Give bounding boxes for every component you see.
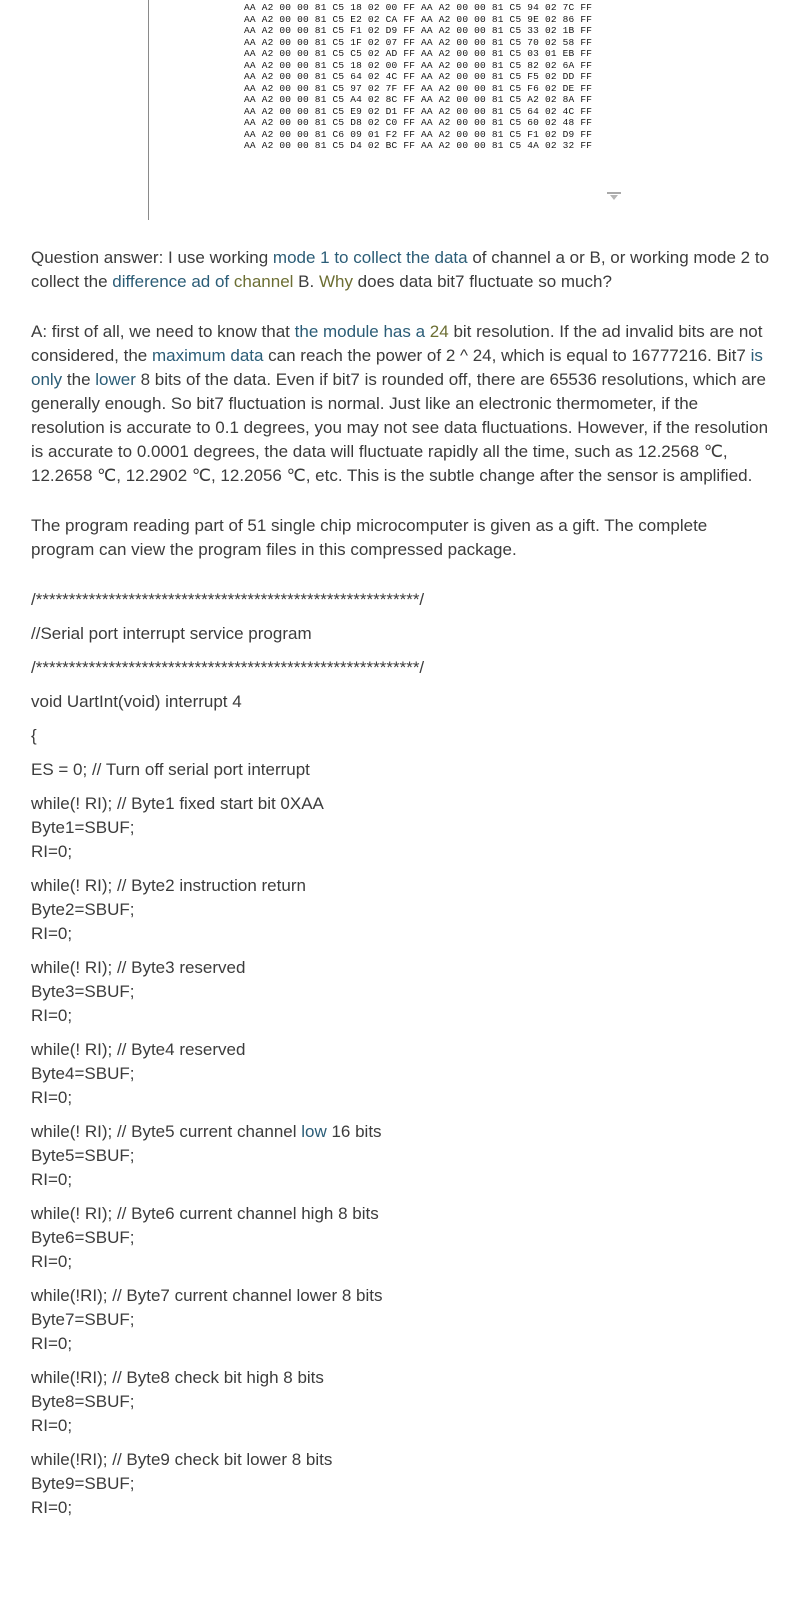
question-paragraph — [31, 246, 771, 294]
text-segment: while(!RI); // Byte7 current channel lower 8 bits — [31, 1286, 383, 1305]
text-segment: difference ad of — [112, 272, 234, 291]
text-segment: Byte4=SBUF; — [31, 1064, 135, 1083]
hex-line: AA A2 00 00 81 C6 09 01 F2 FF AA A2 00 00 81 C5 F1 02 D9 FF — [244, 128, 593, 140]
hex-line: AA A2 00 00 81 C5 F1 02 D9 FF AA A2 00 00 81 C5 33 02 1B FF — [244, 25, 593, 36]
text-segment: Byte8=SBUF; — [31, 1392, 135, 1411]
hex-line: AA A2 00 00 81 C5 E2 02 CA FF AA A2 00 00 81 C5 9E 02 86 FF — [244, 13, 593, 25]
code-line — [31, 1332, 771, 1356]
text-segment: RI=0; — [31, 1252, 73, 1271]
text-segment: Byte9=SBUF; — [31, 1474, 135, 1493]
text-segment: the module has a — [294, 322, 430, 341]
code-line — [31, 792, 771, 816]
text-segment: The program reading part of 51 single chip microcomputer is given as a gift. The complete program can view the program files in this compressed package. — [31, 516, 708, 559]
text-segment: mode 1 to collect the data — [272, 248, 468, 267]
code-line — [31, 1038, 771, 1062]
byte3-block — [31, 956, 771, 1028]
code-line — [31, 690, 771, 714]
text-segment: Byte2=SBUF; — [31, 900, 135, 919]
code-line — [31, 1472, 771, 1496]
code-line — [31, 758, 771, 782]
code-line — [31, 1168, 771, 1192]
text-segment: RI=0; — [31, 924, 73, 943]
text-segment: RI=0; — [31, 1416, 73, 1435]
text-segment: ES = 0; // Turn off serial port interrupt — [31, 760, 310, 779]
code-line — [31, 588, 771, 612]
code-line — [31, 1004, 771, 1028]
text-segment: { — [31, 726, 37, 745]
text-segment: maximum data — [151, 346, 264, 365]
byte5-block — [31, 1120, 771, 1192]
code-line — [31, 956, 771, 980]
qa-paragraphs — [31, 246, 771, 562]
text-segment: while(! RI); // Byte3 reserved — [31, 958, 246, 977]
code-line — [31, 1414, 771, 1438]
hex-line: AA A2 00 00 81 C5 C5 02 AD FF AA A2 00 00 81 C5 03 01 EB FF — [244, 48, 593, 59]
text-segment: the — [62, 370, 96, 389]
hex-line: AA A2 00 00 81 C5 D8 02 C0 FF AA A2 00 00 81 C5 60 02 48 FF — [244, 117, 593, 128]
hex-line: AA A2 00 00 81 C5 1F 02 07 FF AA A2 00 00 81 C5 70 02 58 FF — [244, 36, 593, 48]
code-line — [31, 1284, 771, 1308]
code-line — [31, 1390, 771, 1414]
code-line — [31, 898, 771, 922]
text-segment: Byte3=SBUF; — [31, 982, 135, 1001]
text-segment: channel — [233, 272, 294, 291]
text-segment: while(! RI); // Byte6 current channel high 8 bits — [31, 1204, 379, 1223]
text-segment: /**********************************************************/ — [31, 658, 425, 677]
hex-line: AA A2 00 00 81 C5 A4 02 8C FF AA A2 00 00 81 C5 A2 02 8A FF — [244, 94, 593, 105]
byte6-block — [31, 1202, 771, 1274]
text-segment: void UartInt(void) interrupt 4 — [31, 692, 242, 711]
text-segment: does data bit7 fluctuate so much? — [352, 272, 612, 291]
code-line — [31, 724, 771, 748]
text-segment: while(! RI); // Byte2 instruction return — [31, 876, 306, 895]
es-statement — [31, 758, 771, 782]
code-line — [31, 1144, 771, 1168]
text-segment: 16 bits — [326, 1122, 382, 1141]
caret-bar — [607, 192, 621, 194]
text-segment: RI=0; — [31, 1088, 73, 1107]
code-line — [31, 980, 771, 1004]
comment-separator — [31, 588, 771, 612]
text-segment: while(! RI); // Byte4 reserved — [31, 1040, 246, 1059]
gift-paragraph — [31, 514, 771, 562]
byte1-block — [31, 792, 771, 864]
caret-triangle-icon — [610, 195, 618, 200]
byte4-block — [31, 1038, 771, 1110]
code-title-comment — [31, 622, 771, 646]
hex-line: AA A2 00 00 81 C5 E9 02 D1 FF AA A2 00 00 81 C5 64 02 4C FF — [244, 105, 593, 117]
code-line — [31, 1226, 771, 1250]
code-section — [31, 588, 771, 1520]
code-line — [31, 874, 771, 898]
answer-paragraph — [31, 320, 771, 488]
text-segment: Byte7=SBUF; — [31, 1310, 135, 1329]
hex-line: AA A2 00 00 81 C5 97 02 7F FF AA A2 00 00 81 C5 F6 02 DE FF — [244, 82, 593, 94]
text-segment: Byte6=SBUF; — [31, 1228, 135, 1247]
text-segment: RI=0; — [31, 1170, 73, 1189]
text-segment: Byte5=SBUF; — [31, 1146, 135, 1165]
hex-line: AA A2 00 00 81 C5 18 02 00 FF AA A2 00 00 81 C5 82 02 6A FF — [244, 59, 593, 71]
text-segment: Question answer: I use working — [31, 248, 273, 267]
table-border-line — [148, 0, 149, 220]
code-line — [31, 622, 771, 646]
comment-separator — [31, 656, 771, 680]
text-segment: of channel a or B, or working mode 2 to collect the — [31, 248, 770, 291]
byte9-block — [31, 1448, 771, 1520]
text-segment: is only — [31, 346, 763, 389]
hex-data-dump — [244, 2, 592, 152]
code-line — [31, 1496, 771, 1520]
hex-line: AA A2 00 00 81 C5 18 02 00 FF AA A2 00 00 81 C5 94 02 7C FF — [244, 2, 593, 13]
byte2-block — [31, 874, 771, 946]
text-segment: Byte1=SBUF; — [31, 818, 135, 837]
text-segment: RI=0; — [31, 1334, 73, 1353]
text-segment: A: first of all, we need to know that — [31, 322, 295, 341]
hex-line: AA A2 00 00 81 C5 64 02 4C FF AA A2 00 00 81 C5 F5 02 DD FF — [244, 71, 593, 82]
text-segment: B. — [293, 272, 319, 291]
text-segment: while(! RI); // Byte1 fixed start bit 0XAA — [31, 794, 324, 813]
code-line — [31, 1086, 771, 1110]
code-line — [31, 1202, 771, 1226]
code-line — [31, 656, 771, 680]
text-segment: while(!RI); // Byte9 check bit lower 8 bits — [31, 1450, 333, 1469]
article-body — [31, 246, 771, 1530]
code-line — [31, 922, 771, 946]
code-line — [31, 840, 771, 864]
text-segment: RI=0; — [31, 1498, 73, 1517]
text-segment: RI=0; — [31, 1006, 73, 1025]
text-segment: lower — [95, 370, 136, 389]
text-segment: //Serial port interrupt service program — [31, 624, 312, 643]
text-segment: bit resolution. If the ad invalid bits are not considered, the — [31, 322, 763, 365]
text-segment: /**********************************************************/ — [31, 590, 425, 609]
open-brace — [31, 724, 771, 748]
byte8-block — [31, 1366, 771, 1438]
text-segment: Why — [318, 272, 353, 291]
code-line — [31, 1308, 771, 1332]
byte7-block — [31, 1284, 771, 1356]
hex-line: AA A2 00 00 81 C5 D4 02 BC FF AA A2 00 00 81 C5 4A 02 32 FF — [244, 140, 593, 151]
collapsed-caret-mark — [606, 192, 622, 200]
code-line — [31, 816, 771, 840]
function-signature — [31, 690, 771, 714]
text-segment: while(! RI); // Byte5 current channel — [31, 1122, 302, 1141]
code-line — [31, 1062, 771, 1086]
code-line — [31, 1250, 771, 1274]
text-segment: can reach the power of 2 ^ 24, which is equal to 16777216. Bit7 — [263, 346, 751, 365]
text-segment: 8 bits of the data. Even if bit7 is rounded off, there are 65536 resolutions, which are generally enough. So bit7 fluctuation is normal. Just like an electronic thermometer, if the resolution is accurate to 0.1 degrees, you may not see data fluctuations. However, if the resolution is accurate to 0.0001 degrees, the data will fluctuate rapidly all the time, such as 12.2568 ℃, 12.2658 ℃, 12.2902 ℃, 12.2056 ℃, etc. This is the subtle change after the sensor is amplified. — [31, 370, 769, 485]
code-line — [31, 1366, 771, 1390]
code-line — [31, 1120, 771, 1144]
text-segment: RI=0; — [31, 842, 73, 861]
code-line — [31, 1448, 771, 1472]
text-segment: 24 — [429, 322, 449, 341]
text-segment: while(!RI); // Byte8 check bit high 8 bits — [31, 1368, 324, 1387]
text-segment: low — [301, 1122, 327, 1141]
